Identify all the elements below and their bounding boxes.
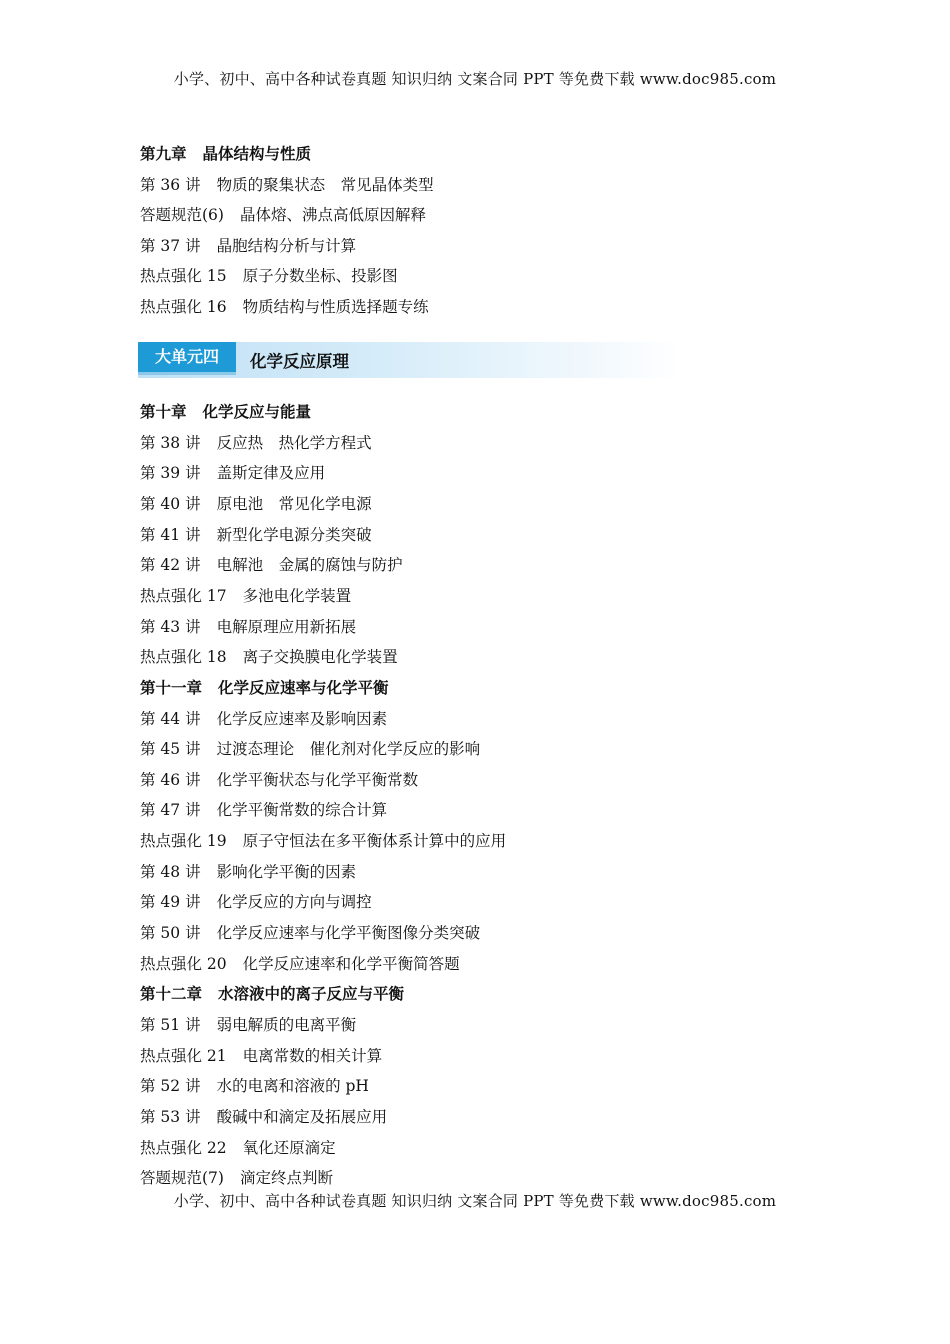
toc-entry <box>140 984 404 1004</box>
toc-entry-title: 反应热 热化学方程式 <box>216 433 372 452</box>
toc-entry-title: 水的电离和溶液的 pH <box>216 1077 369 1096</box>
toc-entry-title: 原子守恒法在多平衡体系计算中的应用 <box>242 832 507 851</box>
toc-entry <box>140 739 480 759</box>
toc-entry-number: 第 46 讲 <box>140 770 201 789</box>
toc-entry-title: 影响化学平衡的因素 <box>216 862 357 881</box>
toc-entry-number: 第 38 讲 <box>140 433 201 452</box>
toc-entry-title: 化学反应速率和化学平衡简答题 <box>242 954 460 973</box>
toc-entry-number: 热点强化 19 <box>140 832 227 851</box>
toc-entry <box>140 1046 382 1066</box>
toc-entry-title: 原子分数坐标、投影图 <box>242 267 398 286</box>
toc-entry-title: 化学反应的方向与调控 <box>216 893 372 912</box>
toc-entry <box>140 175 434 195</box>
toc-entry-number: 第 45 讲 <box>140 740 201 759</box>
toc-entry-number: 第 40 讲 <box>140 494 201 513</box>
toc-entry <box>140 1168 333 1188</box>
toc-entry-title: 化学平衡状态与化学平衡常数 <box>216 770 419 789</box>
toc-entry-number: 第十一章 <box>140 678 203 697</box>
toc-entry-number: 第 44 讲 <box>140 709 201 728</box>
toc-entry-title: 新型化学电源分类突破 <box>216 525 372 544</box>
toc-entry <box>140 586 351 606</box>
toc-entry <box>140 923 480 943</box>
toc-entry <box>140 800 387 820</box>
toc-entry <box>140 770 418 790</box>
toc-entry-title: 化学反应速率与化学平衡 <box>218 678 389 697</box>
toc-entry-title: 酸碱中和滴定及拓展应用 <box>216 1107 388 1126</box>
toc-entry <box>140 1138 336 1158</box>
toc-entry-title: 滴定终点判断 <box>239 1169 333 1188</box>
toc-entry-number: 第 52 讲 <box>140 1077 201 1096</box>
toc-entry <box>140 463 325 483</box>
toc-entry <box>140 1076 369 1096</box>
toc-entry-number: 第 51 讲 <box>140 1016 201 1034</box>
toc-entry-number: 第十二章 <box>140 985 203 1004</box>
toc-entry <box>140 617 356 637</box>
toc-entry-number: 第 37 讲 <box>140 236 201 255</box>
toc-entry <box>140 402 311 422</box>
toc-entry <box>140 954 460 974</box>
toc-entry-title: 电离常数的相关计算 <box>242 1046 383 1065</box>
page-header: 小学、初中、高中各种试卷真题 知识归纳 文案合同 PPT 等免费下载 www.doc985.com <box>173 70 777 88</box>
toc-entry <box>140 144 311 164</box>
toc-entry <box>140 297 429 317</box>
toc-entry <box>140 678 389 698</box>
toc-entry-title: 晶体熔、沸点高低原因解释 <box>239 206 426 225</box>
toc-entry <box>140 647 398 667</box>
toc-entry-number: 第 43 讲 <box>140 617 201 636</box>
toc-entry-title: 化学反应与能量 <box>202 403 312 421</box>
toc-entry-title: 电解池 金属的腐蚀与防护 <box>216 556 403 575</box>
toc-entry-title: 水溶液中的离子反应与平衡 <box>218 985 405 1004</box>
toc-entry <box>140 1107 387 1127</box>
toc-entry-number: 热点强化 17 <box>140 586 227 605</box>
toc-entry-title: 原电池 常见化学电源 <box>216 494 372 513</box>
toc-entry-number: 第 49 讲 <box>140 893 201 912</box>
toc-entry-number: 热点强化 18 <box>140 648 227 667</box>
toc-entry-number: 第 41 讲 <box>140 525 201 544</box>
toc-entry-title: 弱电解质的电离平衡 <box>216 1016 357 1034</box>
toc-entry-title: 多池电化学装置 <box>242 586 352 605</box>
toc-entry <box>140 494 372 514</box>
toc-entry-number: 第 36 讲 <box>140 175 201 194</box>
toc-entry-title: 物质的聚集状态 常见晶体类型 <box>216 175 434 194</box>
toc-entry <box>140 266 398 286</box>
toc-entry <box>140 555 403 575</box>
toc-entry-title: 物质结构与性质选择题专练 <box>242 298 429 316</box>
unit-title: 化学反应原理 <box>250 352 349 371</box>
toc-entry-title: 化学反应速率与化学平衡图像分类突破 <box>216 924 481 943</box>
toc-entry-number: 第 47 讲 <box>140 801 201 820</box>
toc-entry <box>140 892 372 912</box>
toc-entry-number: 第十章 <box>140 403 187 421</box>
toc-entry-number: 答题规范(6) <box>140 206 224 225</box>
toc-entry-title: 盖斯定律及应用 <box>216 464 326 483</box>
unit-banner <box>138 342 682 378</box>
toc-entry-number: 第 39 讲 <box>140 464 201 483</box>
toc-entry-number: 第 50 讲 <box>140 924 201 943</box>
toc-entry-number: 第九章 <box>140 145 187 163</box>
toc-entry <box>140 433 372 453</box>
toc-entry <box>140 205 426 225</box>
toc-entry-number: 答题规范(7) <box>140 1169 224 1188</box>
toc-entry-number: 热点强化 15 <box>140 267 227 286</box>
toc-entry <box>140 862 356 882</box>
toc-entry-number: 热点强化 20 <box>140 954 227 973</box>
unit-tag-underline <box>138 372 236 375</box>
unit-tag: 大单元四 <box>138 342 236 372</box>
toc-entry-number: 第 53 讲 <box>140 1107 201 1126</box>
toc-entry <box>140 236 356 256</box>
toc-entry-number: 第 42 讲 <box>140 556 201 575</box>
toc-entry-number: 热点强化 21 <box>140 1046 227 1065</box>
toc-entry <box>140 525 372 545</box>
toc-entry-number: 热点强化 22 <box>140 1138 227 1157</box>
toc-entry-title: 氧化还原滴定 <box>242 1138 336 1157</box>
toc-entry-title: 离子交换膜电化学装置 <box>242 648 398 667</box>
toc-entry-title: 过渡态理论 催化剂对化学反应的影响 <box>216 740 481 759</box>
toc-entry-title: 化学反应速率及影响因素 <box>216 709 388 728</box>
page-footer: 小学、初中、高中各种试卷真题 知识归纳 文案合同 PPT 等免费下载 www.doc985.com <box>173 1192 777 1210</box>
toc-entry-number: 第 48 讲 <box>140 862 201 881</box>
toc-entry-title: 晶胞结构分析与计算 <box>216 236 357 255</box>
toc-entry <box>140 709 387 729</box>
toc-entry-title: 电解原理应用新拓展 <box>216 617 357 636</box>
toc-entry-number: 热点强化 16 <box>140 298 227 316</box>
toc-entry <box>140 831 506 851</box>
toc-entry-title: 晶体结构与性质 <box>202 145 312 163</box>
toc-entry-title: 化学平衡常数的综合计算 <box>216 801 388 820</box>
toc-entry <box>140 1015 356 1035</box>
